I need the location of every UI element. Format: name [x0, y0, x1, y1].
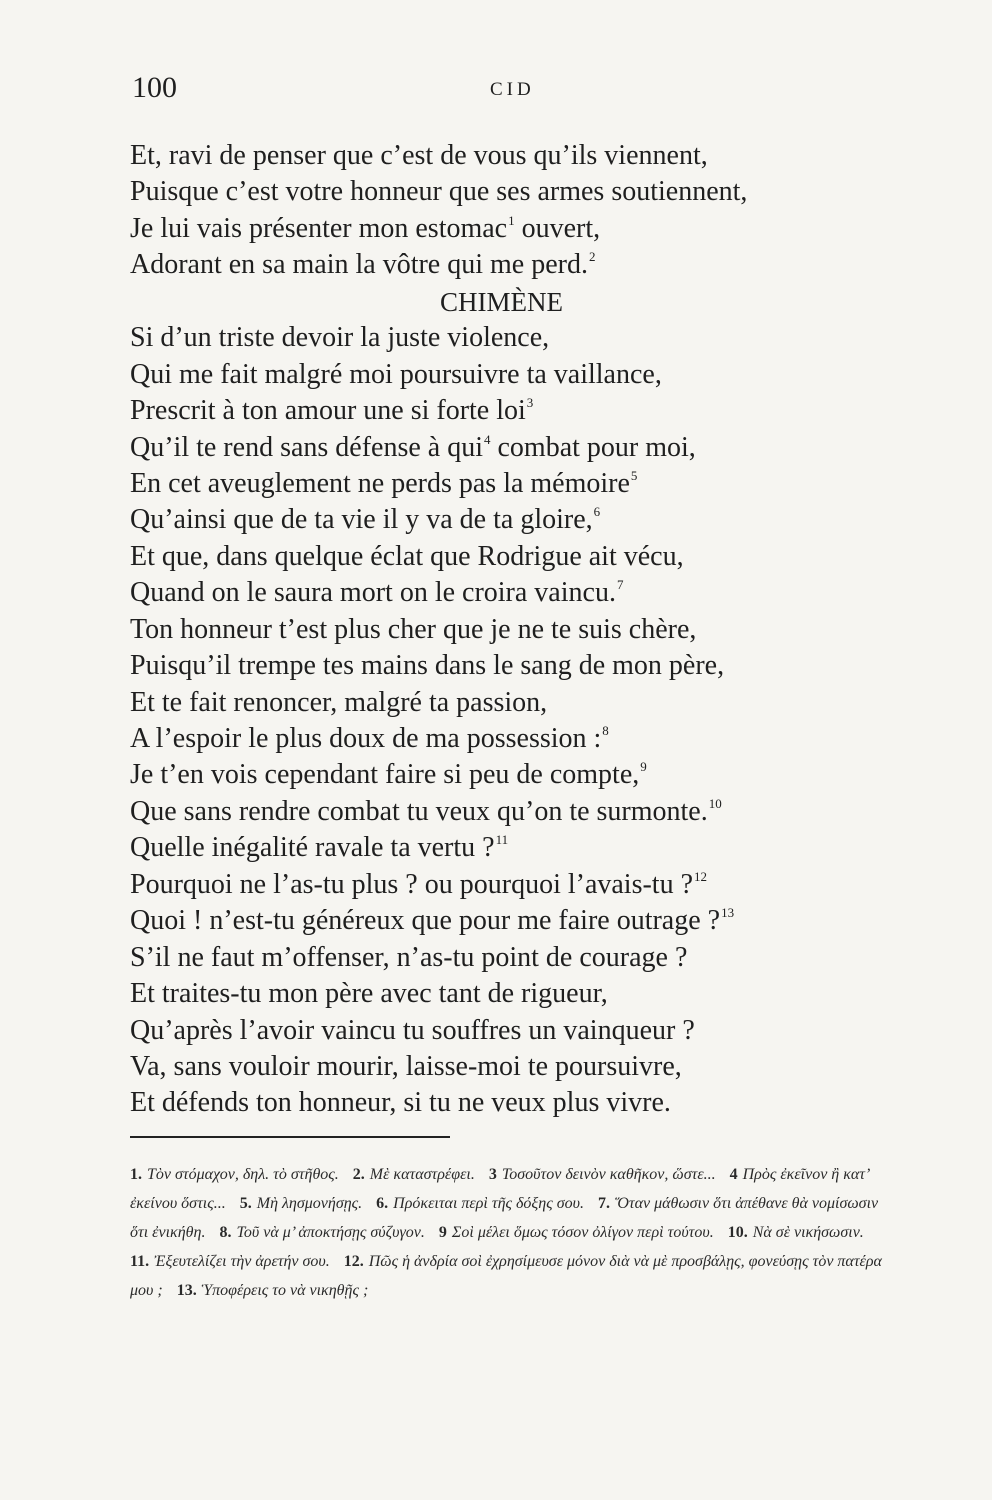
verse-line — [130, 830, 920, 866]
verse-line — [130, 320, 920, 356]
footnote-text: Τὸν στόμαχον, δηλ. τὸ στῆθος. — [147, 1166, 339, 1183]
footnote-marker: 11 — [495, 832, 509, 848]
verse-line — [130, 903, 920, 939]
footnote — [130, 1253, 330, 1270]
footnote-text: Πῶς ἡ ἀνδρία σοὶ ἐχρησίμευσε μόνον διὰ νὰ μὲ προσβάλῃς, φονεύσῃς τὸν πατέρα μου ; — [130, 1253, 882, 1299]
verse-line — [130, 211, 920, 247]
footnote-text: Τοσοῦτον δεινὸν καθῆκον, ὥστε... — [501, 1166, 716, 1183]
footnote-number: 12. — [343, 1253, 364, 1270]
verse-line-text: S’il ne faut m’offenser, n’as-tu point de courage ? — [130, 941, 688, 973]
footnote — [130, 1166, 339, 1183]
footnote — [489, 1166, 716, 1183]
verse-line-text: Pourquoi ne l’as-tu plus ? ou pourquoi l’avais-tu ? — [130, 868, 694, 900]
verse-line-text: Et traites-tu mon père avec tant de rigueur, — [130, 978, 608, 1010]
verse-line-text: Et que, dans quelque éclat que Rodrigue ait vécu, — [130, 540, 684, 572]
footnote — [439, 1224, 714, 1241]
verse-line-text: Adorant en sa main la vôtre qui me perd. — [130, 249, 588, 281]
footnote — [353, 1166, 475, 1183]
verse-line — [130, 794, 920, 830]
footnote-number: 5. — [239, 1195, 252, 1212]
verse-line — [130, 502, 920, 538]
footnote — [728, 1224, 864, 1241]
speaker-name: CHIMÈNE — [440, 286, 563, 317]
verse-line — [130, 940, 920, 976]
footnote-marker: 13 — [721, 905, 735, 921]
footnote-number: 6. — [376, 1195, 389, 1212]
verse-line — [130, 685, 920, 721]
verse-line — [130, 393, 920, 429]
verse-line — [130, 1049, 920, 1085]
verse-line — [130, 247, 920, 283]
footnote-marker: 8 — [602, 723, 609, 738]
footnote-number: 1. — [130, 1166, 142, 1183]
footnote-number: 3 — [488, 1166, 497, 1183]
verse-line-text: Puisqu’il trempe tes mains dans le sang de mon père, — [130, 650, 725, 682]
verse-line-text: Que sans rendre combat tu veux qu’on te surmonte. — [130, 795, 708, 827]
verse-line — [130, 430, 920, 466]
verse-line-text: En cet aveuglement ne perds pas la mémoire — [130, 467, 630, 499]
verse-line — [130, 466, 920, 502]
footnote-separator — [130, 1136, 450, 1138]
verse-line-text: Et, ravi de penser que c’est de vous qu’ils viennent, — [130, 140, 708, 171]
verse-line — [130, 357, 920, 393]
running-head: CID — [490, 79, 535, 100]
footnote-text: Ὑποφέρεις το νὰ νικηθῇς ; — [201, 1282, 369, 1299]
verse-line-text-continued: ouvert, — [514, 212, 601, 244]
verse-line-text: Ton honneur t’est plus cher que je ne te suis chère, — [130, 613, 697, 645]
verse-line-text: A l’espoir le plus doux de ma possession : — [130, 723, 602, 754]
verse-line-text: Quelle inégalité ravale ta vertu ? — [130, 832, 495, 864]
footnote-number: 11. — [130, 1253, 150, 1270]
footnote-text: Ἐξευτελίζει τὴν ἀρετήν σου. — [154, 1253, 330, 1270]
footnote-marker: 9 — [640, 759, 647, 775]
footnote-text: Μὴ λησμονήσῃς. — [256, 1195, 363, 1212]
footnote-marker: 2 — [588, 249, 596, 265]
footnote-text: Πρόκειται περὶ τῆς δόξης σου. — [393, 1195, 584, 1212]
verse-line-text: Et te fait renoncer, malgré ta passion, — [130, 686, 548, 718]
footnote-number: 7. — [597, 1195, 610, 1212]
footnote-text: Νὰ σὲ νικήσωσιν. — [752, 1224, 864, 1241]
verse-line — [130, 867, 920, 903]
verse-line-text: Quoi ! n’est-tu généreux que pour me faire outrage ? — [130, 905, 721, 937]
footnote-marker: 1 — [508, 212, 515, 228]
footnote-marker: 10 — [708, 795, 722, 811]
footnote-text: Πρὸς ἐκεῖνον ἢ κατ’ ἐκείνου ὅστις... — [130, 1166, 869, 1212]
verse-line — [130, 1013, 920, 1049]
footnote — [177, 1282, 369, 1299]
footnote-number: 13. — [176, 1282, 197, 1299]
footnote-marker: 4 — [484, 431, 491, 447]
page-number: 100 — [132, 71, 177, 104]
footnote-marker: 3 — [526, 395, 534, 411]
verse-line — [130, 539, 920, 575]
footnote-number: 9 — [438, 1224, 447, 1241]
verse-line — [130, 612, 920, 648]
footnote-number: 8. — [219, 1224, 232, 1241]
footnote-marker: 5 — [630, 467, 638, 483]
verse-line — [130, 648, 920, 684]
footnote-text: Ὅταν μάθωσιν ὅτι ἀπέθανε θὰ νομίσωσιν ὅτι ἐνικήθη. — [130, 1195, 879, 1241]
verse-line-text: Je lui vais présenter mon estomac — [130, 212, 508, 244]
verse-line-text: Prescrit à ton amour une si forte loi — [130, 395, 526, 427]
verse-line-text: Qui me fait malgré moi poursuivre ta vaillance, — [130, 358, 662, 390]
verse-line-text: Je t’en vois cependant faire si peu de compte, — [130, 759, 640, 791]
verse-line-text: Qu’après l’avoir vaincu tu souffres un vainqueur ? — [130, 1014, 695, 1046]
footnote-text: Τοῦ νὰ μ’ ἀποκτήσῃς σύζυγον. — [236, 1224, 425, 1241]
verse-line — [130, 721, 920, 757]
footnote-text: Σοὶ μέλει ὅμως τόσον ὀλίγον περὶ τούτου. — [451, 1224, 714, 1241]
page-header — [132, 72, 912, 112]
verse-line-text: Qu’ainsi que de ta vie il y va de ta gloire, — [130, 504, 593, 536]
verse-line — [130, 138, 920, 174]
footnote-marker: 6 — [593, 504, 601, 520]
verse-line-text: Puisque c’est votre honneur que ses armes soutiennent, — [130, 176, 748, 208]
verse-text — [130, 138, 920, 1122]
verse-line-text: Qu’il te rend sans défense à qui — [130, 431, 483, 463]
footnote-number: 4 — [729, 1166, 738, 1183]
footnote-marker: 7 — [616, 577, 624, 593]
verse-line — [130, 575, 920, 611]
verse-line — [130, 757, 920, 793]
footnote-text: Μὲ καταστρέφει. — [369, 1166, 475, 1183]
verse-line — [130, 1085, 920, 1121]
footnote-number: 2. — [352, 1166, 365, 1183]
verse-line — [130, 174, 920, 210]
verse-line-text: Si d’un triste devoir la juste violence, — [130, 322, 550, 354]
verse-line-text-continued: combat pour moi, — [490, 431, 696, 463]
footnote — [240, 1195, 362, 1212]
verse-line-text: Va, sans vouloir mourir, laisse-moi te poursuivre, — [130, 1050, 682, 1082]
footnote-number: 10. — [727, 1224, 748, 1241]
verse-line — [130, 976, 920, 1012]
footnote — [376, 1195, 584, 1212]
footnote — [219, 1224, 424, 1241]
verse-line-text: Et défends ton honneur, si tu ne veux plus vivre. — [130, 1087, 671, 1119]
footnotes — [130, 1160, 900, 1305]
footnote-marker: 12 — [694, 868, 708, 884]
verse-line-text: Quand on le saura mort on le croira vaincu. — [130, 577, 616, 609]
